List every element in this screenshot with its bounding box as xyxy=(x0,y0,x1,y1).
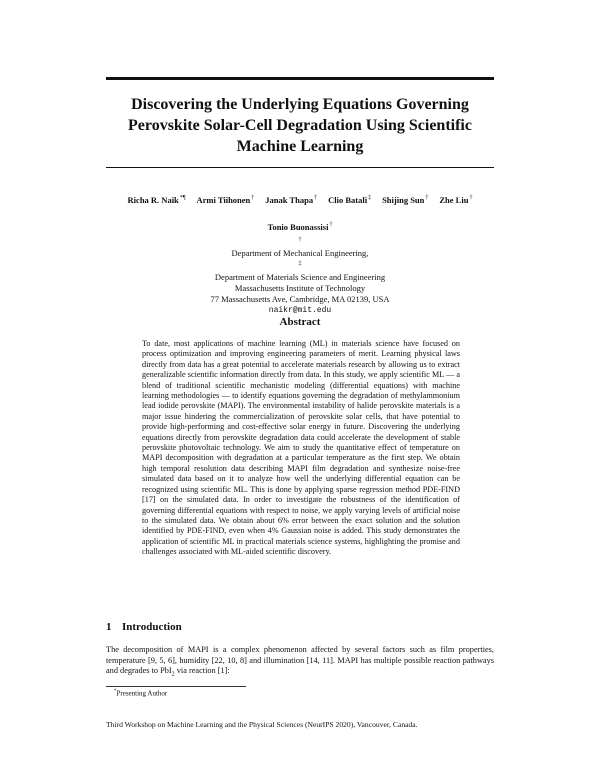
title-line: Discovering the Underlying Equations Governing xyxy=(131,96,469,113)
footnote-rule xyxy=(106,686,246,687)
title-line: Perovskite Solar-Cell Degradation Using Scientific xyxy=(128,117,472,134)
author-mark: *¶ xyxy=(179,195,186,202)
paper-title xyxy=(100,94,500,157)
author xyxy=(328,195,371,205)
author xyxy=(382,195,428,205)
affiliation-mark: ‡ xyxy=(298,260,302,267)
affiliation-line: Massachusetts Institute of Technology xyxy=(234,282,366,293)
affiliation-line xyxy=(100,235,500,259)
affiliation-text: Department of Materials Science and Engineering xyxy=(214,271,386,282)
author-list xyxy=(90,195,510,205)
author-mark: † xyxy=(425,195,429,202)
affiliation-mark: † xyxy=(298,237,302,243)
author xyxy=(128,195,186,205)
title-line: Machine Learning xyxy=(236,138,364,155)
author-name: Janak Thapa xyxy=(265,195,314,205)
author-mark: † xyxy=(314,195,318,202)
affiliation-block xyxy=(100,235,500,316)
author-name: Shijing Sun xyxy=(382,195,425,205)
section-title: Introduction xyxy=(122,621,182,633)
author-mark: ‡ xyxy=(368,195,372,202)
author-name: Zhe Liu xyxy=(439,195,469,205)
author-email: naikr@mit.edu xyxy=(268,305,332,315)
footnote xyxy=(114,689,167,697)
footnote-text: Presenting Author xyxy=(116,689,168,698)
author-name: Armi Tiihonen xyxy=(196,195,251,205)
author xyxy=(197,195,255,205)
title-bottom-rule xyxy=(106,167,494,168)
author xyxy=(265,195,317,205)
author-mark: † xyxy=(469,195,473,202)
author-name: Tonio Buonassisi xyxy=(267,222,329,232)
abstract-body: To date, most applications of machine learning (ML) in materials science have focused on process optimization and improving engineering parameters of merit. Learning physical laws directly from data has a great potential to accelerate materials research by allowing us to extract generalizable scientific information directly from data. In this study, we apply scientific ML — a blend of traditional scientific mechanistic modeling (differential equations) with machine learning methodologies — to identify equations governing the degradation of methylammonium lead iodide perovskite (MAPI). The environmental instability of halide perovskite materials is a major issue hindering the commercialization of perovskite solar cells, that have potential to provide high-performing and cost-effective solar energy in future. Discovering the underlying equations directly from perovskite degradation data could accelerate the development of stable perovskite photovoltaic technology. We aim to study the quantitative effect of temperature on MAPI decomposition with degradation at a particular temperature as the first step. We obtain high temporal resolution data describing MAPI film degradation and synthesize noise-free simulated data based on it to analyze how well the underlying differential equation can be recognized using scientific ML. This is done by applying sparse regression method PDE-FIND [17] on the simulated data. In order to investigate the robustness of the identification of governing differential equations with respect to noise, we apply varying levels of artificial noise to the simulated data. We obtain about 6% error between the exact solution and the solution identified by PDE-FIND, even when 4% Gaussian noise is added. This study demonstrates the application of scientific ML in practical materials science systems, highlighting the promise and challenges associated with ML-aided scientific discovery. xyxy=(142,339,460,557)
affiliation-text: Department of Mechanical Engineering, xyxy=(231,247,369,258)
affiliation-line: 77 Massachusetts Ave, Cambridge, MA 02139, USA xyxy=(210,293,390,304)
author-mark: † xyxy=(329,222,333,229)
introduction-paragraph xyxy=(106,645,494,680)
author xyxy=(439,195,472,205)
intro-text: The decomposition of MAPI is a complex phenomenon affected by several factors such as film properties, temperature [9, 5, 6], humidity [22, 10, 8] and illumination [14, 11]. MAPI has multiple possible reaction pathways and degrades to PbI xyxy=(106,645,494,676)
intro-text-end: via reaction [1]: xyxy=(174,666,230,676)
affiliation-line xyxy=(100,259,500,283)
venue-footer: Third Workshop on Machine Learning and the Physical Sciences (NeurIPS 2020), Vancouver, Canada. xyxy=(106,720,418,729)
intro-subscript: 2 xyxy=(171,671,175,678)
author-mark: † xyxy=(251,195,255,202)
last-author xyxy=(100,222,500,232)
author-name: Clio Batali xyxy=(328,195,368,205)
section-heading xyxy=(106,621,182,633)
section-number: 1 xyxy=(106,621,112,633)
title-top-rule xyxy=(106,77,494,80)
author-name: Richa R. Naik xyxy=(127,195,179,205)
abstract-heading: Abstract xyxy=(279,316,321,328)
footnote-mark: * xyxy=(114,689,117,694)
